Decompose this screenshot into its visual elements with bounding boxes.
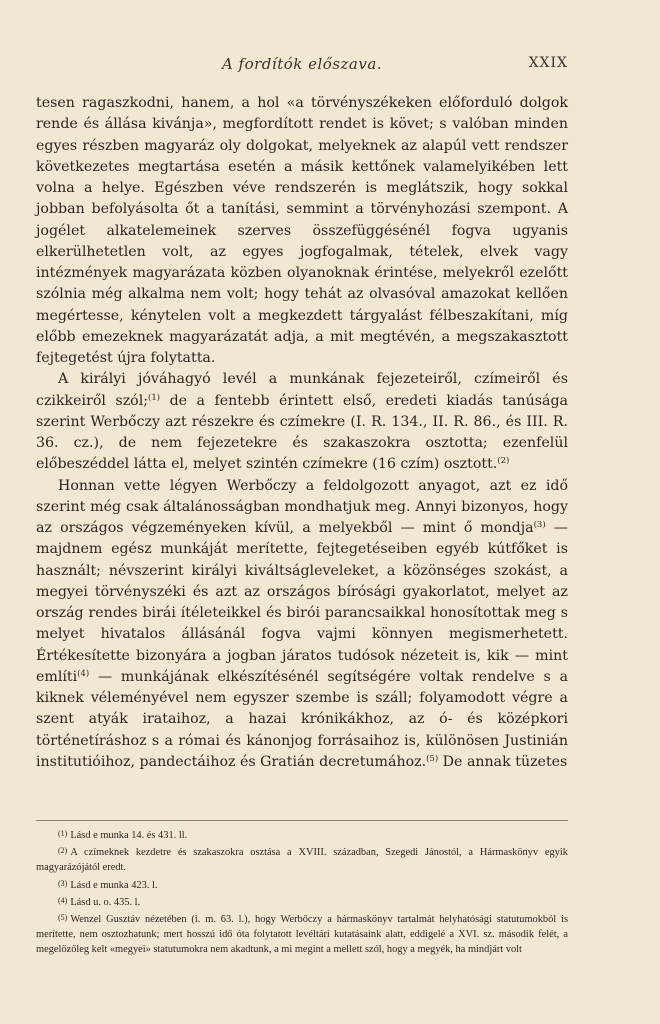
page-number: XXIX bbox=[528, 55, 568, 71]
paragraph-2-text-a: A királyi jóváhagyó levél a munkának fejezeteiről, czímeiről és czikkeiről szól; bbox=[36, 371, 568, 409]
footnote-mark: (2) bbox=[58, 846, 68, 856]
footnote-3 bbox=[36, 876, 568, 893]
footnote-1 bbox=[36, 826, 568, 843]
footnote-text: Lásd e munka 423. l. bbox=[70, 879, 158, 891]
footnote-mark: (5) bbox=[58, 913, 68, 923]
paragraph-1-text: tesen ragaszkodni, hanem, a hol «a törvényszékeken előforduló dolgok rende és állása kivánja», megfordított rendet is követ; s valóban minden egyes részben magyaráz oly dolgokat, melyeknek az alapúl vett rendszer következetes megtartása esetén a másik kettőnek valamelyikében lett volna a helye. Egészben véve rendszerén is meglátszik, hogy sokkal jobban befolyásolta őt a tanítási, semmint a törvényhozási szempont. A jogélet alkatelemeinek szerves összefüggésénél fogva ugyanis elkerülhetetlen volt, az egyes jogfogalmak, tételek, elvek vagy intézmények magyarázata közben olyanoknak érintése, melyekről ezelőtt szólnia még alkalma nem volt; hogy tehát az olvasóval amazokat kellően megértesse, kénytelen volt a megkezdett tárgyalást félbeszakítani, míg előbb emezeknek magyarázatát adja, a mit megtévén, a megszakasztott fejtegetést újra folytatta. bbox=[36, 95, 568, 366]
paragraph-3-text-c: — munkájának elkészítésénél segítségére voltak rendelve s a kiknek véleményével nem egyszer szembe is száll; folyamodott végre a szent atyák irataihoz, a hazai krónikákhoz, az ó- és középkori történetíráshoz s a római és kánonjog forrásaihoz is, különösen Justinián institutióihoz, pandectáihoz és Gratián decretumához. bbox=[36, 668, 568, 770]
footnote-text: Lásd u. o. 435. l. bbox=[70, 896, 141, 908]
footnote-text: A czímeknek kezdetre és szakaszokra osztása a XVIII. században, Szegedi Jánostól, a Hármaskönyv egyik magyarázójától eredt. bbox=[36, 847, 568, 874]
footnote-mark: (4) bbox=[58, 895, 68, 905]
footnote-2 bbox=[36, 843, 568, 875]
paragraph-3 bbox=[36, 476, 568, 774]
footnote-ref-3: (3) bbox=[533, 520, 546, 530]
footnote-mark: (1) bbox=[58, 829, 68, 838]
running-title: A fordítók előszava. bbox=[221, 55, 383, 73]
page-header bbox=[36, 55, 568, 77]
footnote-5 bbox=[36, 910, 568, 958]
paragraph-3-text-a: Honnan vette légyen Werbőczy a feldolgozott anyagot, azt ez idő szerint még csak általánosságban mondhatjuk meg. Annyi bizonyos, hogy az országos végzeményeken kívül, a melyekből — mint ő mondja bbox=[36, 477, 568, 536]
paragraph-3-text-d: De annak tüzetes bbox=[438, 753, 568, 770]
footnote-ref-2: (2) bbox=[497, 456, 510, 467]
footnote-ref-5: (5) bbox=[426, 753, 439, 764]
footnotes bbox=[36, 826, 568, 958]
paragraph-3-text-b: — majdnem egész munkáját merítette, fejtegetéseiben egyéb kútfőket is használt; névszerint királyi kiváltságleveleket, a közönséges szokást, a megyei törvényszéki és azt az országos bírósági gyakorlatot, melyet az ország rendes birái ítéleteikkel és birói parancsaikkal honosítottak meg s melyet hivatalos állásánál fogva vajmi könnyen megismerhetett. Értékesítette bizonyára a jogban járatos tudósok nézeteit is, kik — mint említi bbox=[36, 520, 568, 685]
footnote-4 bbox=[36, 893, 568, 910]
footnote-divider bbox=[36, 820, 568, 821]
footnote-mark: (3) bbox=[58, 878, 68, 888]
footnote-text: Wenzel Gusztáv nézetében (i. m. 63. l.), hogy Werbőczy a hármaskönyv tartalmát helyhatósági statutumokból is merítette, nem osztozhatunk; mert hosszú idő óta folytatott levéltári kutatásaink alatt, eddigelé a XVI. sz. második felét, a megelőzőleg kelt «megyei» statutumokra nem akadtunk, a mi megint a mellett szól, hogy a megyék, ha mindjárt volt bbox=[36, 914, 568, 956]
main-text bbox=[36, 93, 568, 773]
paragraph-2 bbox=[36, 369, 568, 475]
footnote-ref-1: (1) bbox=[148, 392, 161, 403]
footnote-ref-4: (4) bbox=[77, 668, 90, 679]
paragraph-1 bbox=[36, 93, 568, 369]
footnote-text: Lásd e munka 14. és 431. ll. bbox=[70, 830, 188, 841]
paragraph-2-text-b: de a fentebb érintett első, eredeti kiadás tanúsága szerint Werbőczy azt részekre és czímekre (I. R. 134., II. R. 86., és III. R. 36. cz.), de nem fejezetekre és szakaszokra osztotta; ezenfelül előbeszéddel látta el, melyet szintén czímekre (16 czím) osztott. bbox=[36, 392, 568, 473]
